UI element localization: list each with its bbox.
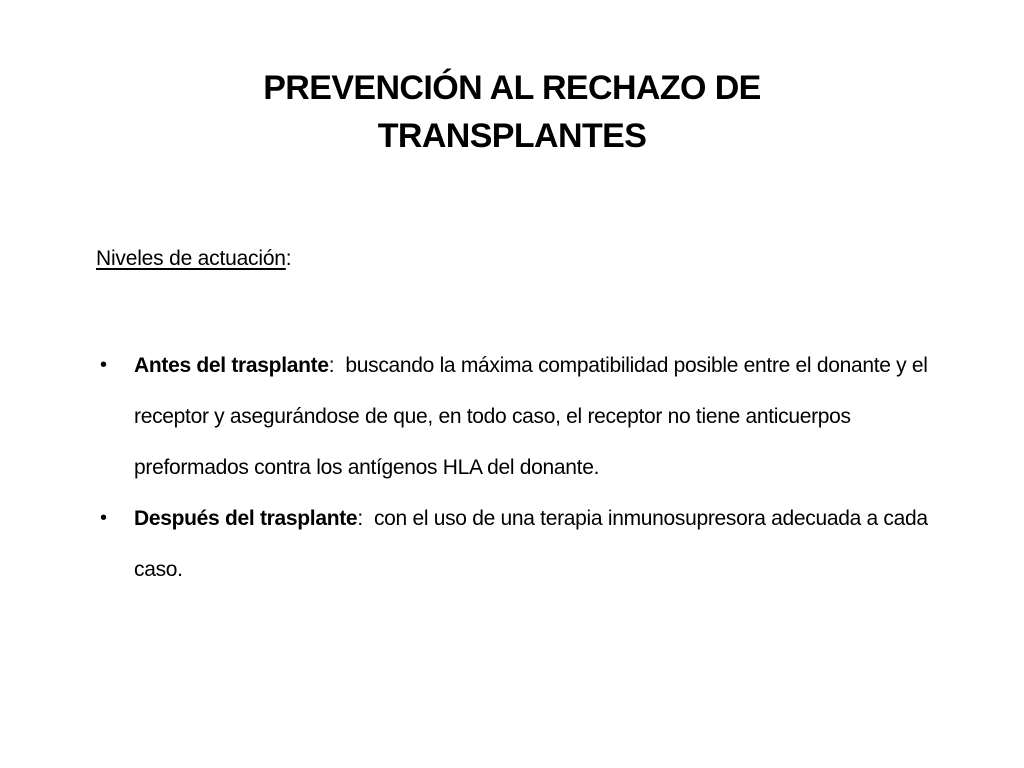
bullet-item-after — [96, 493, 956, 595]
bullet-icon: • — [100, 354, 107, 376]
bullet-bold-label: Después del trasplante — [134, 507, 358, 530]
subheading-underlined-text: Niveles de actuación — [96, 247, 286, 270]
bullet-list — [96, 340, 956, 595]
bullet-item-before — [96, 340, 956, 493]
slide-title — [112, 64, 912, 160]
title-line-2: TRANSPLANTES — [377, 117, 647, 155]
subheading — [96, 244, 291, 274]
bullet-colon: : — [328, 354, 335, 377]
bullet-text: buscando la máxima compatibilidad posible entre el donante y el receptor y asegurándose de que, en todo caso, el receptor no tiene anticuerpos preformados contra los antígenos HLA del donante. — [134, 354, 928, 479]
subheading-suffix: : — [285, 247, 292, 270]
bullet-text: con el uso de una terapia inmunosupresora adecuada a cada caso. — [134, 507, 928, 581]
bullet-icon: • — [100, 507, 107, 529]
bullet-colon: : — [357, 507, 363, 530]
title-line-1: PREVENCIÓN AL RECHAZO DE — [263, 69, 761, 107]
bullet-bold-label: Antes del trasplante — [134, 354, 329, 377]
